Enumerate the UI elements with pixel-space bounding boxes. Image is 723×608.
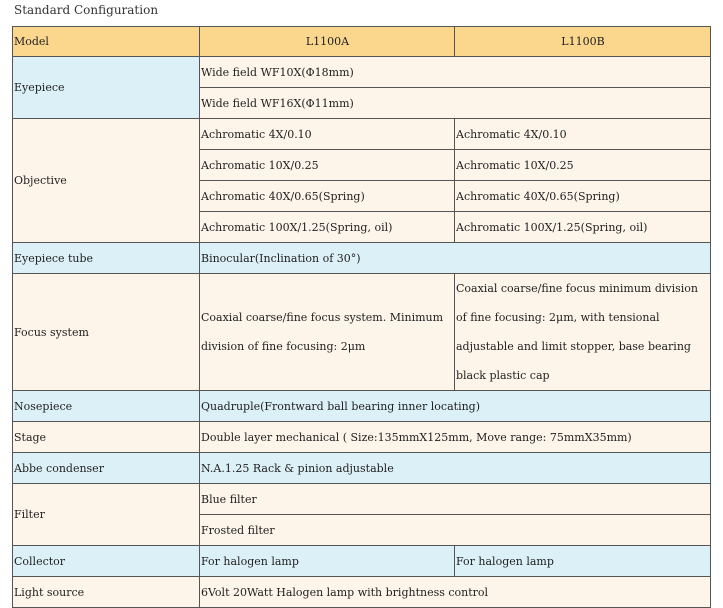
table-row <box>13 422 711 453</box>
objective-a-1: Achromatic 4X/0.10 <box>200 119 455 150</box>
table-row <box>13 274 711 391</box>
table-row <box>13 546 711 577</box>
stage-label: Stage <box>13 422 200 453</box>
collector-label: Collector <box>13 546 200 577</box>
eyepiece-value-2: Wide field WF16X(Φ11mm) <box>200 88 711 119</box>
spec-table <box>12 26 711 608</box>
focus-system-a: Coaxial coarse/fine focus system. Minimum division of fine focusing: 2μm <box>200 274 455 391</box>
table-row <box>13 484 711 515</box>
table-row <box>13 391 711 422</box>
table-row <box>13 57 711 88</box>
light-source-label: Light source <box>13 577 200 608</box>
objective-a-3: Achromatic 40X/0.65(Spring) <box>200 181 455 212</box>
eyepiece-value-1: Wide field WF10X(Φ18mm) <box>200 57 711 88</box>
filter-value-1: Blue filter <box>200 484 711 515</box>
objective-b-4: Achromatic 100X/1.25(Spring, oil) <box>455 212 711 243</box>
page-title: Standard Configuration <box>14 3 159 17</box>
header-label: Model <box>13 27 200 57</box>
objective-a-4: Achromatic 100X/1.25(Spring, oil) <box>200 212 455 243</box>
table-row <box>13 453 711 484</box>
objective-label: Objective <box>13 119 200 243</box>
eyepiece-tube-value: Binocular(Inclination of 30°) <box>200 243 711 274</box>
filter-label: Filter <box>13 484 200 546</box>
collector-b: For halogen lamp <box>455 546 711 577</box>
header-model-b: L1100B <box>455 27 711 57</box>
eyepiece-tube-label: Eyepiece tube <box>13 243 200 274</box>
table-row <box>13 577 711 608</box>
nosepiece-label: Nosepiece <box>13 391 200 422</box>
header-row <box>13 27 711 57</box>
stage-value: Double layer mechanical ( Size:135mmX125mm, Move range: 75mmX35mm) <box>200 422 711 453</box>
table-row <box>13 119 711 150</box>
objective-a-2: Achromatic 10X/0.25 <box>200 150 455 181</box>
header-model-a: L1100A <box>200 27 455 57</box>
abbe-condenser-value: N.A.1.25 Rack & pinion adjustable <box>200 453 711 484</box>
abbe-condenser-label: Abbe condenser <box>13 453 200 484</box>
eyepiece-label: Eyepiece <box>13 57 200 119</box>
focus-system-b: Coaxial coarse/fine focus minimum division of fine focusing: 2μm, with tensional adjustable and limit stopper, base bearing black plastic cap <box>455 274 711 391</box>
table-row <box>13 243 711 274</box>
objective-b-3: Achromatic 40X/0.65(Spring) <box>455 181 711 212</box>
focus-system-label: Focus system <box>13 274 200 391</box>
light-source-value: 6Volt 20Watt Halogen lamp with brightness control <box>200 577 711 608</box>
nosepiece-value: Quadruple(Frontward ball bearing inner locating) <box>200 391 711 422</box>
filter-value-2: Frosted filter <box>200 515 711 546</box>
objective-b-1: Achromatic 4X/0.10 <box>455 119 711 150</box>
objective-b-2: Achromatic 10X/0.25 <box>455 150 711 181</box>
collector-a: For halogen lamp <box>200 546 455 577</box>
